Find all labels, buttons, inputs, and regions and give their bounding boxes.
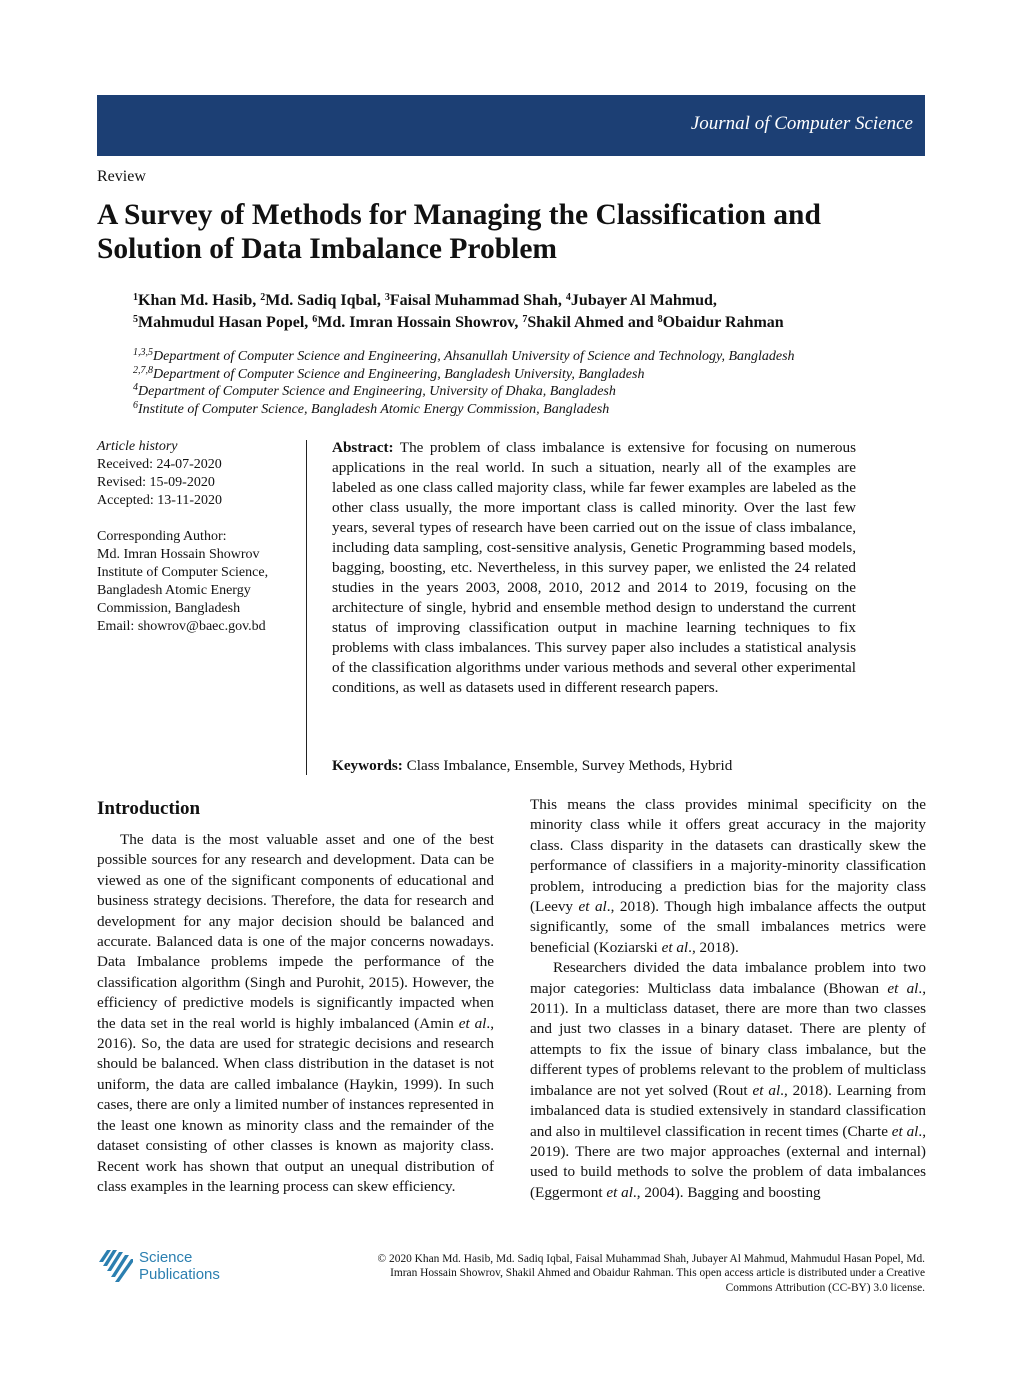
publisher-name: Science Publications	[139, 1249, 220, 1283]
author-name: Md. Imran Hossain Showrov,	[317, 314, 523, 331]
paragraph: Researchers divided the data imbalance problem into two major categories: Multiclass data imbalance (Bhowan et al., 2011). In a multiclass dataset, there are more than two classes and just two classes in a binary dataset. There are plenty of attempts to fix the issue of binary class imbalance, but the different types of problems relevant to the problem of multiclass imbalance are not yet solved (Rout et al., 2018). Learning from imbalanced data is studied extensively in standard classification and also in multilevel classification in recent times (Charte et al., 2019). There are two major approaches (external and internal) used to build methods to solve the problem of data imbalances (Eggermont et al., 2004). Bagging and boosting	[530, 959, 927, 1201]
affiliation: $^{2,7,8}$Department of Computer Science and Engineering, Bangladesh University, Bangladesh	[133, 364, 645, 382]
keywords-text: Class Imbalance, Ensemble, Survey Methods, Hybrid	[406, 757, 733, 774]
keywords	[332, 756, 856, 776]
body-column-left	[97, 830, 494, 1197]
article-history	[97, 438, 297, 636]
accepted-date: Accepted: 13-11-2020	[97, 493, 223, 508]
license-line: Commons Attribution (CC-BY) 3.0 license.	[725, 1281, 925, 1294]
corresponding-institution: Bangladesh Atomic Energy	[97, 583, 251, 598]
license-line: © 2020 Khan Md. Hasib, Md. Sadiq Iqbal, Faisal Muhammad Shah, Jubayer Al Mahmud, Mahmudul Hasan Popel, Md.	[377, 1253, 925, 1265]
column-divider	[306, 440, 307, 775]
received-date: Received: 24-07-2020	[97, 457, 222, 472]
history-label: Article history	[97, 439, 178, 454]
paragraph: The data is the most valuable asset and one of the best possible sources for any research and development. Data can be viewed as one of the significant components of educational and business strategy decisions. Therefore, the data for research and development for any major decision should be balanced and accurate. Balanced data is one of the major concerns nowadays. Data Imbalance problems impede the performance of the classification algorithm (Singh and Purohit, 2015). However, the efficiency of predictive models is significantly impacted when the data set in the real world is highly imbalanced (Amin et al., 2016). So, the data are used for strategic decisions and research should be balanced. When class distribution in the dataset is not uniform, the data are called imbalance (Haykin, 1999). In such cases, there are only a limited number of instances represented in the least one known as minority class and the remainder of the dataset consisting of other classes is known as majority class. Recent work has shown that output an unequal distribution of class examples in the learning process can skew efficiency.	[97, 831, 494, 1195]
author-line-1: $^1$Khan Md. Hasib, $^2$Md. Sadiq Iqbal, $^3$Faisal Muhammad Shah, $^4$Jubayer Al Mahmud,	[133, 292, 717, 309]
license-line: Imran Hossain Showrov, Shakil Ahmed and Obaidur Rahman. This open access article is distributed under a Creative	[390, 1267, 925, 1280]
title-line-1: A Survey of Methods for Managing the Classification and	[97, 199, 821, 231]
paper-title	[97, 198, 917, 266]
keywords-label: Keywords:	[332, 757, 403, 774]
author-name: Jubayer Al Mahmud,	[570, 292, 717, 309]
publisher-logo-icon	[97, 1249, 133, 1283]
corresponding-institution: Institute of Computer Science,	[97, 565, 269, 580]
affiliation: $^{1,3,5}$Department of Computer Science and Engineering, Ahsanullah University of Science and Technology, Bangladesh	[133, 347, 795, 364]
corresponding-institution: Commission, Bangladesh	[97, 601, 241, 616]
corresponding-email: Email: showrov@baec.gov.bd	[97, 619, 266, 634]
affiliation: $^6$Institute of Computer Science, Bangladesh Atomic Energy Commission, Bangladesh	[133, 399, 610, 417]
corresponding-label: Corresponding Author:	[97, 529, 227, 544]
corresponding-name: Md. Imran Hossain Showrov	[97, 547, 260, 562]
abstract-label: Abstract:	[332, 439, 394, 456]
affiliations	[133, 348, 923, 418]
abstract	[332, 438, 856, 698]
publisher-logo	[97, 1249, 237, 1285]
revised-date: Revised: 15-09-2020	[97, 475, 215, 490]
title-line-2: Solution of Data Imbalance Problem	[97, 233, 557, 265]
author-name: Shakil Ahmed and	[527, 314, 658, 331]
abstract-text: The problem of class imbalance is extensive for focusing on numerous applications in the real world. In such a situation, nearly all of the examples are labeled as one class called majority class, while far fewer examples are labeled as the other class usually, the more important class is called minority. Over the last few years, several types of research have been carried out on the issue of class imbalance, including data sampling, cost-sensitive analysis, Genetic Programming based models, bagging, boosting, etc. Nevertheless, in this survey paper, we enlisted the 24 related studies in the years 2003, 2008, 2010, 2012 and 2014 to 2019, focusing on the architecture of single, hybrid and ensemble method design to understand the current status of improving classification output in machine learning techniques to fix problems with class imbalances. This survey paper also includes a statistical analysis of the classification algorithms under various methods and several other experimental conditions, as well as datasets used in different research papers.	[332, 439, 856, 696]
author-name: Md. Sadiq Iqbal,	[265, 292, 385, 309]
author-name: Faisal Muhammad Shah,	[389, 292, 566, 309]
journal-name: Journal of Computer Science	[690, 113, 913, 134]
author-list	[133, 290, 913, 334]
section-heading-introduction: Introduction	[97, 798, 201, 819]
license-notice	[305, 1252, 925, 1295]
body-column-right	[530, 795, 926, 1203]
author-line-2: $^5$Mahmudul Hasan Popel, $^6$Md. Imran Hossain Showrov, $^7$Shakil Ahmed and $^8$Obaidur Rahman	[133, 314, 784, 331]
author-name: Khan Md. Hasib,	[138, 292, 261, 309]
paragraph: This means the class provides minimal specificity on the minority class while it offers great accuracy in the majority class. Class disparity in the datasets can drastically skew the performance of classifiers in a majority-minority classification problem, introducing a prediction bias for the majority class (Leevy et al., 2018). Though high imbalance affects the output significantly, some of the small imbalances metrics were beneficial (Koziarski et al., 2018).	[530, 796, 926, 956]
article-type: Review	[97, 168, 146, 185]
affiliation: $^4$Department of Computer Science and Engineering, University of Dhaka, Bangladesh	[133, 382, 616, 399]
author-name: Obaidur Rahman	[662, 314, 784, 331]
journal-banner	[97, 95, 925, 156]
author-name: Mahmudul Hasan Popel,	[138, 314, 313, 331]
